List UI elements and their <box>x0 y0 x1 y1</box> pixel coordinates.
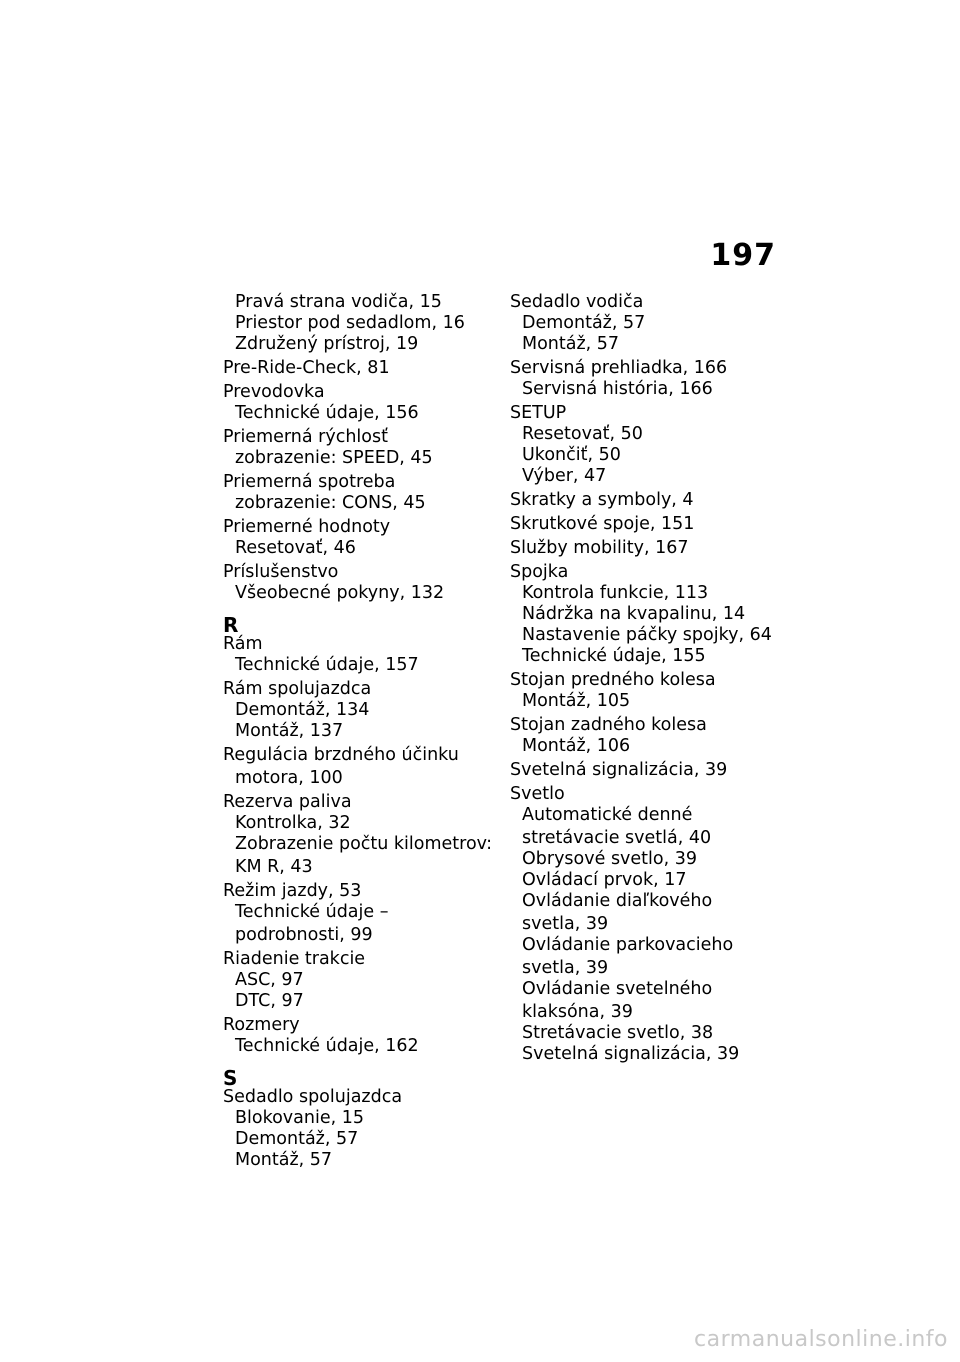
index-entry: Servisná prehliadka, 166 <box>510 358 728 378</box>
index-subentry: Demontáž, 57 <box>235 1129 359 1149</box>
index-subentry: svetla, 39 <box>522 914 609 934</box>
index-entry: Svetlo <box>510 784 565 804</box>
index-subentry: Technické údaje, 155 <box>522 646 706 666</box>
watermark-footer: carmanualsonline.info <box>694 1327 948 1352</box>
index-entry: Rozmery <box>223 1015 300 1035</box>
index-subentry: Montáž, 105 <box>522 691 631 711</box>
index-column-right <box>510 292 790 1065</box>
index-subentry: Kontrolka, 32 <box>235 813 351 833</box>
index-subentry: podrobnosti, 99 <box>235 925 373 945</box>
index-entry: Stojan zadného kolesa <box>510 715 707 735</box>
index-subentry: Demontáž, 57 <box>522 313 646 333</box>
index-entry: Režim jazdy, 53 <box>223 881 362 901</box>
index-entry: Rám spolujazdca <box>223 679 372 699</box>
index-subentry: Technické údaje, 157 <box>235 655 419 675</box>
index-subentry: DTC, 97 <box>235 991 304 1011</box>
index-entry: Pre-Ride-Check, 81 <box>223 358 390 378</box>
index-subentry: Montáž, 106 <box>522 736 631 756</box>
index-subentry: Združený prístroj, 19 <box>235 334 419 354</box>
index-column-left <box>223 292 503 1171</box>
index-entry: Regulácia brzdného účinku <box>223 745 459 765</box>
page-number: 197 <box>710 238 776 273</box>
index-entry: Priemerná rýchlosť <box>223 427 388 447</box>
index-entry: Skratky a symboly, 4 <box>510 490 694 510</box>
index-section-letter: R <box>223 613 239 637</box>
index-entry: Prevodovka <box>223 382 325 402</box>
index-entry: Sedadlo vodiča <box>510 292 644 312</box>
index-entry: Príslušenstvo <box>223 562 339 582</box>
index-subentry: klaksóna, 39 <box>522 1002 633 1022</box>
index-entry: Stojan predného kolesa <box>510 670 716 690</box>
index-subentry: Obrysové svetlo, 39 <box>522 849 698 869</box>
index-entry: Služby mobility, 167 <box>510 538 689 558</box>
index-subentry: Nastavenie páčky spojky, 64 <box>522 625 772 645</box>
index-entry: SETUP <box>510 403 567 423</box>
index-subentry: Pravá strana vodiča, 15 <box>235 292 442 312</box>
index-subentry: Automatické denné <box>522 805 693 825</box>
index-subentry: Výber, 47 <box>522 466 607 486</box>
index-subentry: svetla, 39 <box>522 958 609 978</box>
index-subentry: Ovládanie parkovacieho <box>522 935 734 955</box>
index-subentry: motora, 100 <box>235 768 343 788</box>
index-subentry: Zobrazenie počtu kilometrov: <box>235 834 492 854</box>
index-subentry: Ovládací prvok, 17 <box>522 870 687 890</box>
index-subentry: Resetovať, 46 <box>235 538 356 558</box>
index-entry: Sedadlo spolujazdca <box>223 1087 403 1107</box>
index-entry: Skrutkové spoje, 151 <box>510 514 695 534</box>
index-subentry: zobrazenie: CONS, 45 <box>235 493 426 513</box>
index-subentry: Priestor pod sedadlom, 16 <box>235 313 465 333</box>
index-entry: Riadenie trakcie <box>223 949 366 969</box>
index-entry: Rezerva paliva <box>223 792 352 812</box>
index-subentry: Demontáž, 134 <box>235 700 370 720</box>
index-subentry: KM R, 43 <box>235 857 313 877</box>
index-subentry: Nádržka na kvapalinu, 14 <box>522 604 746 624</box>
index-subentry: Kontrola funkcie, 113 <box>522 583 709 603</box>
index-subentry: Stretávacie svetlo, 38 <box>522 1023 714 1043</box>
index-subentry: Servisná história, 166 <box>522 379 713 399</box>
index-subentry: Ukončiť, 50 <box>522 445 621 465</box>
index-subentry: Resetovať, 50 <box>522 424 643 444</box>
index-entry: Priemerné hodnoty <box>223 517 391 537</box>
index-entry: Rám <box>223 634 263 654</box>
index-subentry: Technické údaje, 156 <box>235 403 419 423</box>
index-entry: Priemerná spotreba <box>223 472 396 492</box>
index-section-letter: S <box>223 1066 238 1090</box>
index-subentry: Svetelná signalizácia, 39 <box>522 1044 740 1064</box>
index-entry: Svetelná signalizácia, 39 <box>510 760 728 780</box>
index-subentry: Montáž, 57 <box>522 334 620 354</box>
index-subentry: ASC, 97 <box>235 970 304 990</box>
index-entry: Spojka <box>510 562 569 582</box>
index-subentry: Montáž, 137 <box>235 721 344 741</box>
index-subentry: Montáž, 57 <box>235 1150 333 1170</box>
index-subentry: Ovládanie svetelného <box>522 979 713 999</box>
index-subentry: Technické údaje – <box>235 902 389 922</box>
index-subentry: Blokovanie, 15 <box>235 1108 364 1128</box>
index-subentry: Všeobecné pokyny, 132 <box>235 583 445 603</box>
index-subentry: zobrazenie: SPEED, 45 <box>235 448 433 468</box>
index-subentry: stretávacie svetlá, 40 <box>522 828 712 848</box>
index-subentry: Technické údaje, 162 <box>235 1036 419 1056</box>
index-subentry: Ovládanie diaľkového <box>522 891 713 911</box>
